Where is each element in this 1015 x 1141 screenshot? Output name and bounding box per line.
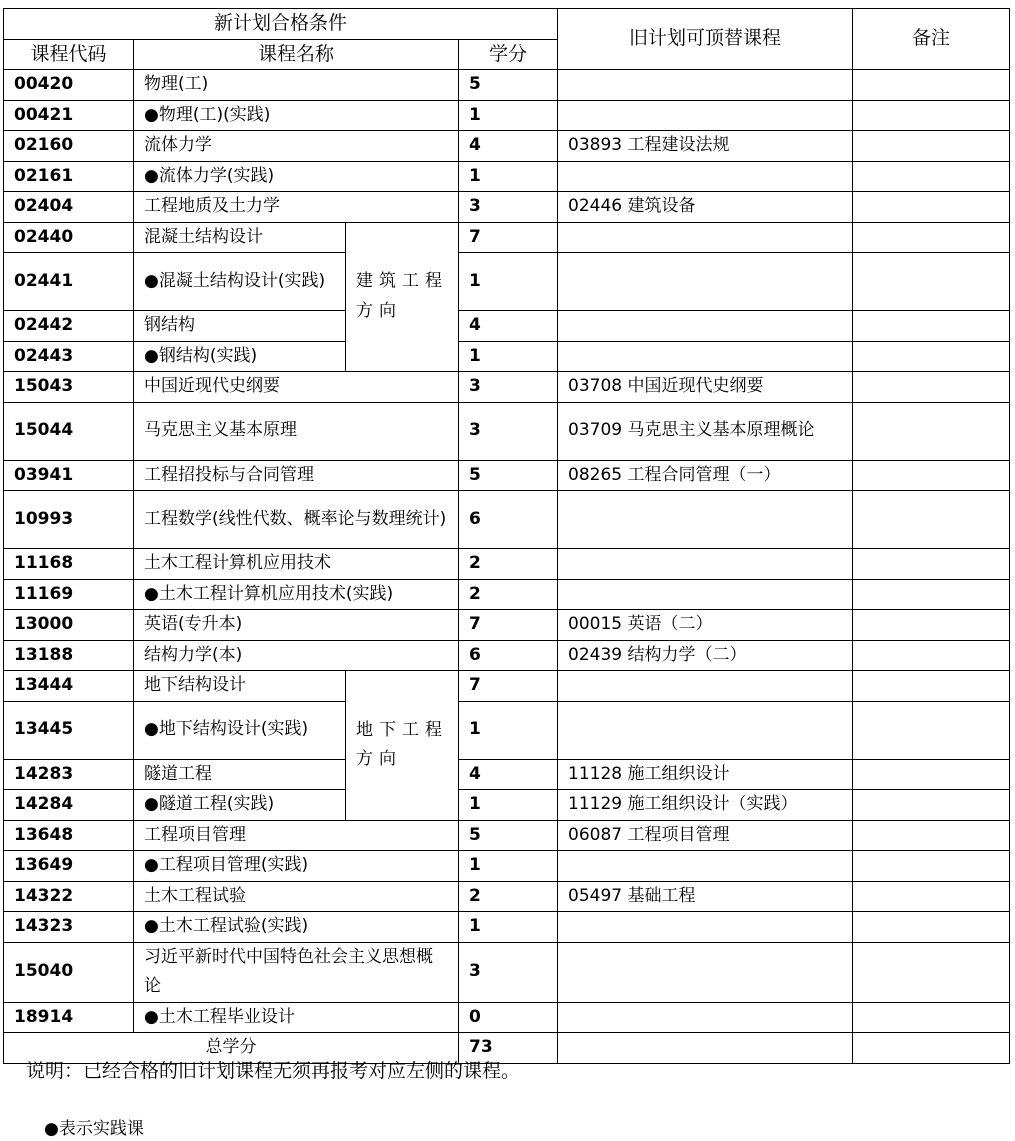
- course-credit: 2: [459, 549, 558, 580]
- course-credit: 7: [459, 610, 558, 641]
- table-row: [4, 1002, 1010, 1033]
- course-credit: 3: [459, 372, 558, 403]
- old-plan-header: 旧计划可顶替课程: [558, 9, 853, 70]
- old-course: 02439 结构力学（二）: [558, 640, 853, 671]
- course-name: 土木工程试验: [134, 881, 459, 912]
- name-header: 课程名称: [134, 39, 459, 70]
- course-code: 10993: [4, 491, 134, 549]
- credit-header: 学分: [459, 39, 558, 70]
- course-credit: 1: [459, 341, 558, 372]
- total-label: 总学分: [4, 1033, 459, 1064]
- course-code: 15044: [4, 402, 134, 460]
- remark-cell: [853, 912, 1010, 943]
- course-name: 隧道工程: [134, 759, 346, 790]
- remark-cell: [853, 253, 1010, 311]
- old-course: [558, 549, 853, 580]
- table-row: [4, 549, 1010, 580]
- course-code: 02442: [4, 311, 134, 342]
- remark-cell: [853, 851, 1010, 882]
- old-course: 00015 英语（二）: [558, 610, 853, 641]
- remark-cell: [853, 1002, 1010, 1033]
- table-row: [4, 671, 1010, 702]
- table-row: [4, 491, 1010, 549]
- old-course: [558, 701, 853, 759]
- table-body: [4, 70, 1010, 1064]
- course-credit: 1: [459, 851, 558, 882]
- course-code: 02160: [4, 131, 134, 162]
- code-header: 课程代码: [4, 39, 134, 70]
- table-row: [4, 222, 1010, 253]
- table-row: [4, 100, 1010, 131]
- course-name: ●土木工程试验(实践): [134, 912, 459, 943]
- old-course: [558, 851, 853, 882]
- course-credit: 1: [459, 161, 558, 192]
- course-credit: 1: [459, 100, 558, 131]
- old-course: 02446 建筑设备: [558, 192, 853, 223]
- course-code: 02441: [4, 253, 134, 311]
- course-name: ●隧道工程(实践): [134, 790, 346, 821]
- course-name: 工程地质及土力学: [134, 192, 459, 223]
- course-name: 混凝土结构设计: [134, 222, 346, 253]
- course-name: 地下结构设计: [134, 671, 346, 702]
- explanation-note: 说明：已经合格的旧计划课程无须再报考对应左侧的课程。: [26, 1060, 521, 1082]
- table-row: [4, 70, 1010, 101]
- old-course: [558, 912, 853, 943]
- remark-header: 备注: [853, 9, 1010, 70]
- course-name: 工程招投标与合同管理: [134, 460, 459, 491]
- new-plan-header: 新计划合格条件: [4, 9, 558, 40]
- course-code: 02440: [4, 222, 134, 253]
- old-course: [558, 1002, 853, 1033]
- course-name: 英语(专升本): [134, 610, 459, 641]
- course-name: ●土木工程毕业设计: [134, 1002, 459, 1033]
- old-course: 03709 马克思主义基本原理概论: [558, 402, 853, 460]
- remark-cell: [853, 881, 1010, 912]
- remark-cell: [853, 402, 1010, 460]
- course-credit: 4: [459, 759, 558, 790]
- course-code: 02161: [4, 161, 134, 192]
- legend-note: ●表示实践课: [44, 1119, 144, 1139]
- course-code: 00420: [4, 70, 134, 101]
- table-row: [4, 912, 1010, 943]
- old-course: [558, 942, 853, 1002]
- table-row: [4, 579, 1010, 610]
- course-credit: 3: [459, 192, 558, 223]
- table-row: [4, 790, 1010, 821]
- course-name: ●流体力学(实践): [134, 161, 459, 192]
- course-name: ●工程项目管理(实践): [134, 851, 459, 882]
- course-credit: 4: [459, 311, 558, 342]
- remark-cell: [853, 671, 1010, 702]
- course-name: ●地下结构设计(实践): [134, 701, 346, 759]
- course-credit: 4: [459, 131, 558, 162]
- total-credit: 73: [459, 1033, 558, 1064]
- course-code: 13445: [4, 701, 134, 759]
- course-code: 14284: [4, 790, 134, 821]
- remark-cell: [853, 192, 1010, 223]
- course-code: 11169: [4, 579, 134, 610]
- remark-cell: [853, 311, 1010, 342]
- remark-cell: [853, 610, 1010, 641]
- course-credit: 7: [459, 222, 558, 253]
- course-credit: 7: [459, 671, 558, 702]
- old-course: 05497 基础工程: [558, 881, 853, 912]
- table-row: [4, 311, 1010, 342]
- course-code: 15043: [4, 372, 134, 403]
- course-name: ●混凝土结构设计(实践): [134, 253, 346, 311]
- course-code: 00421: [4, 100, 134, 131]
- remark-cell: [853, 759, 1010, 790]
- course-credit: 1: [459, 790, 558, 821]
- course-code: 02404: [4, 192, 134, 223]
- old-course: [558, 491, 853, 549]
- course-name: 土木工程计算机应用技术: [134, 549, 459, 580]
- course-name: 工程数学(线性代数、概率论与数理统计): [134, 491, 459, 549]
- course-name: ●土木工程计算机应用技术(实践): [134, 579, 459, 610]
- table-row: [4, 372, 1010, 403]
- course-name: 中国近现代史纲要: [134, 372, 459, 403]
- course-name: 钢结构: [134, 311, 346, 342]
- course-code: 13188: [4, 640, 134, 671]
- table-row: [4, 192, 1010, 223]
- table-row: [4, 253, 1010, 311]
- course-name: 马克思主义基本原理: [134, 402, 459, 460]
- table-row: [4, 942, 1010, 1002]
- course-name: 结构力学(本): [134, 640, 459, 671]
- course-code: 14283: [4, 759, 134, 790]
- table-row: [4, 820, 1010, 851]
- course-code: 14322: [4, 881, 134, 912]
- remark-cell: [853, 341, 1010, 372]
- course-credit: 5: [459, 460, 558, 491]
- table-row: [4, 460, 1010, 491]
- old-course: [558, 253, 853, 311]
- old-course: [558, 161, 853, 192]
- table-row: [4, 341, 1010, 372]
- course-credit: 6: [459, 640, 558, 671]
- remark-cell: [853, 549, 1010, 580]
- course-credit: 5: [459, 820, 558, 851]
- remark-cell: [853, 820, 1010, 851]
- course-code: 13648: [4, 820, 134, 851]
- remark-cell: [853, 222, 1010, 253]
- total-old-empty: [558, 1033, 853, 1064]
- old-course: 03893 工程建设法规: [558, 131, 853, 162]
- old-course: [558, 341, 853, 372]
- old-course: 11128 施工组织设计: [558, 759, 853, 790]
- direction-label: 建筑工程方向: [346, 222, 459, 372]
- course-credit: 2: [459, 881, 558, 912]
- table-row: [4, 881, 1010, 912]
- course-credit: 5: [459, 70, 558, 101]
- course-credit: 2: [459, 579, 558, 610]
- remark-cell: [853, 942, 1010, 1002]
- total-remark-empty: [853, 1033, 1010, 1064]
- course-code: 02443: [4, 341, 134, 372]
- old-course: [558, 579, 853, 610]
- remark-cell: [853, 701, 1010, 759]
- remark-cell: [853, 790, 1010, 821]
- remark-cell: [853, 131, 1010, 162]
- course-credit: 1: [459, 701, 558, 759]
- old-course: 06087 工程项目管理: [558, 820, 853, 851]
- remark-cell: [853, 579, 1010, 610]
- course-code: 14323: [4, 912, 134, 943]
- course-table: [3, 8, 1010, 1064]
- table-row: [4, 701, 1010, 759]
- course-credit: 1: [459, 253, 558, 311]
- table-row: [4, 402, 1010, 460]
- table-row: [4, 759, 1010, 790]
- table-row: [4, 610, 1010, 641]
- course-name: 习近平新时代中国特色社会主义思想概论: [134, 942, 459, 1002]
- old-course: [558, 311, 853, 342]
- old-course: [558, 100, 853, 131]
- remark-cell: [853, 640, 1010, 671]
- course-credit: 1: [459, 912, 558, 943]
- course-credit: 3: [459, 402, 558, 460]
- remark-cell: [853, 491, 1010, 549]
- table-row: [4, 851, 1010, 882]
- table-row: [4, 161, 1010, 192]
- course-code: 13649: [4, 851, 134, 882]
- old-course: [558, 222, 853, 253]
- course-credit: 6: [459, 491, 558, 549]
- course-name: ●物理(工)(实践): [134, 100, 459, 131]
- course-name: 工程项目管理: [134, 820, 459, 851]
- direction-label: 地下工程方向: [346, 671, 459, 821]
- old-course: 03708 中国近现代史纲要: [558, 372, 853, 403]
- remark-cell: [853, 372, 1010, 403]
- table-row: [4, 640, 1010, 671]
- course-name: ●钢结构(实践): [134, 341, 346, 372]
- course-code: 18914: [4, 1002, 134, 1033]
- course-code: 13000: [4, 610, 134, 641]
- course-code: 15040: [4, 942, 134, 1002]
- course-name: 流体力学: [134, 131, 459, 162]
- table-row: [4, 131, 1010, 162]
- old-course: 08265 工程合同管理（一）: [558, 460, 853, 491]
- course-name: 物理(工): [134, 70, 459, 101]
- remark-cell: [853, 100, 1010, 131]
- course-credit: 3: [459, 942, 558, 1002]
- course-credit: 0: [459, 1002, 558, 1033]
- old-course: [558, 671, 853, 702]
- course-code: 11168: [4, 549, 134, 580]
- remark-cell: [853, 460, 1010, 491]
- remark-cell: [853, 161, 1010, 192]
- remark-cell: [853, 70, 1010, 101]
- old-course: [558, 70, 853, 101]
- course-code: 03941: [4, 460, 134, 491]
- old-course: 11129 施工组织设计（实践）: [558, 790, 853, 821]
- course-code: 13444: [4, 671, 134, 702]
